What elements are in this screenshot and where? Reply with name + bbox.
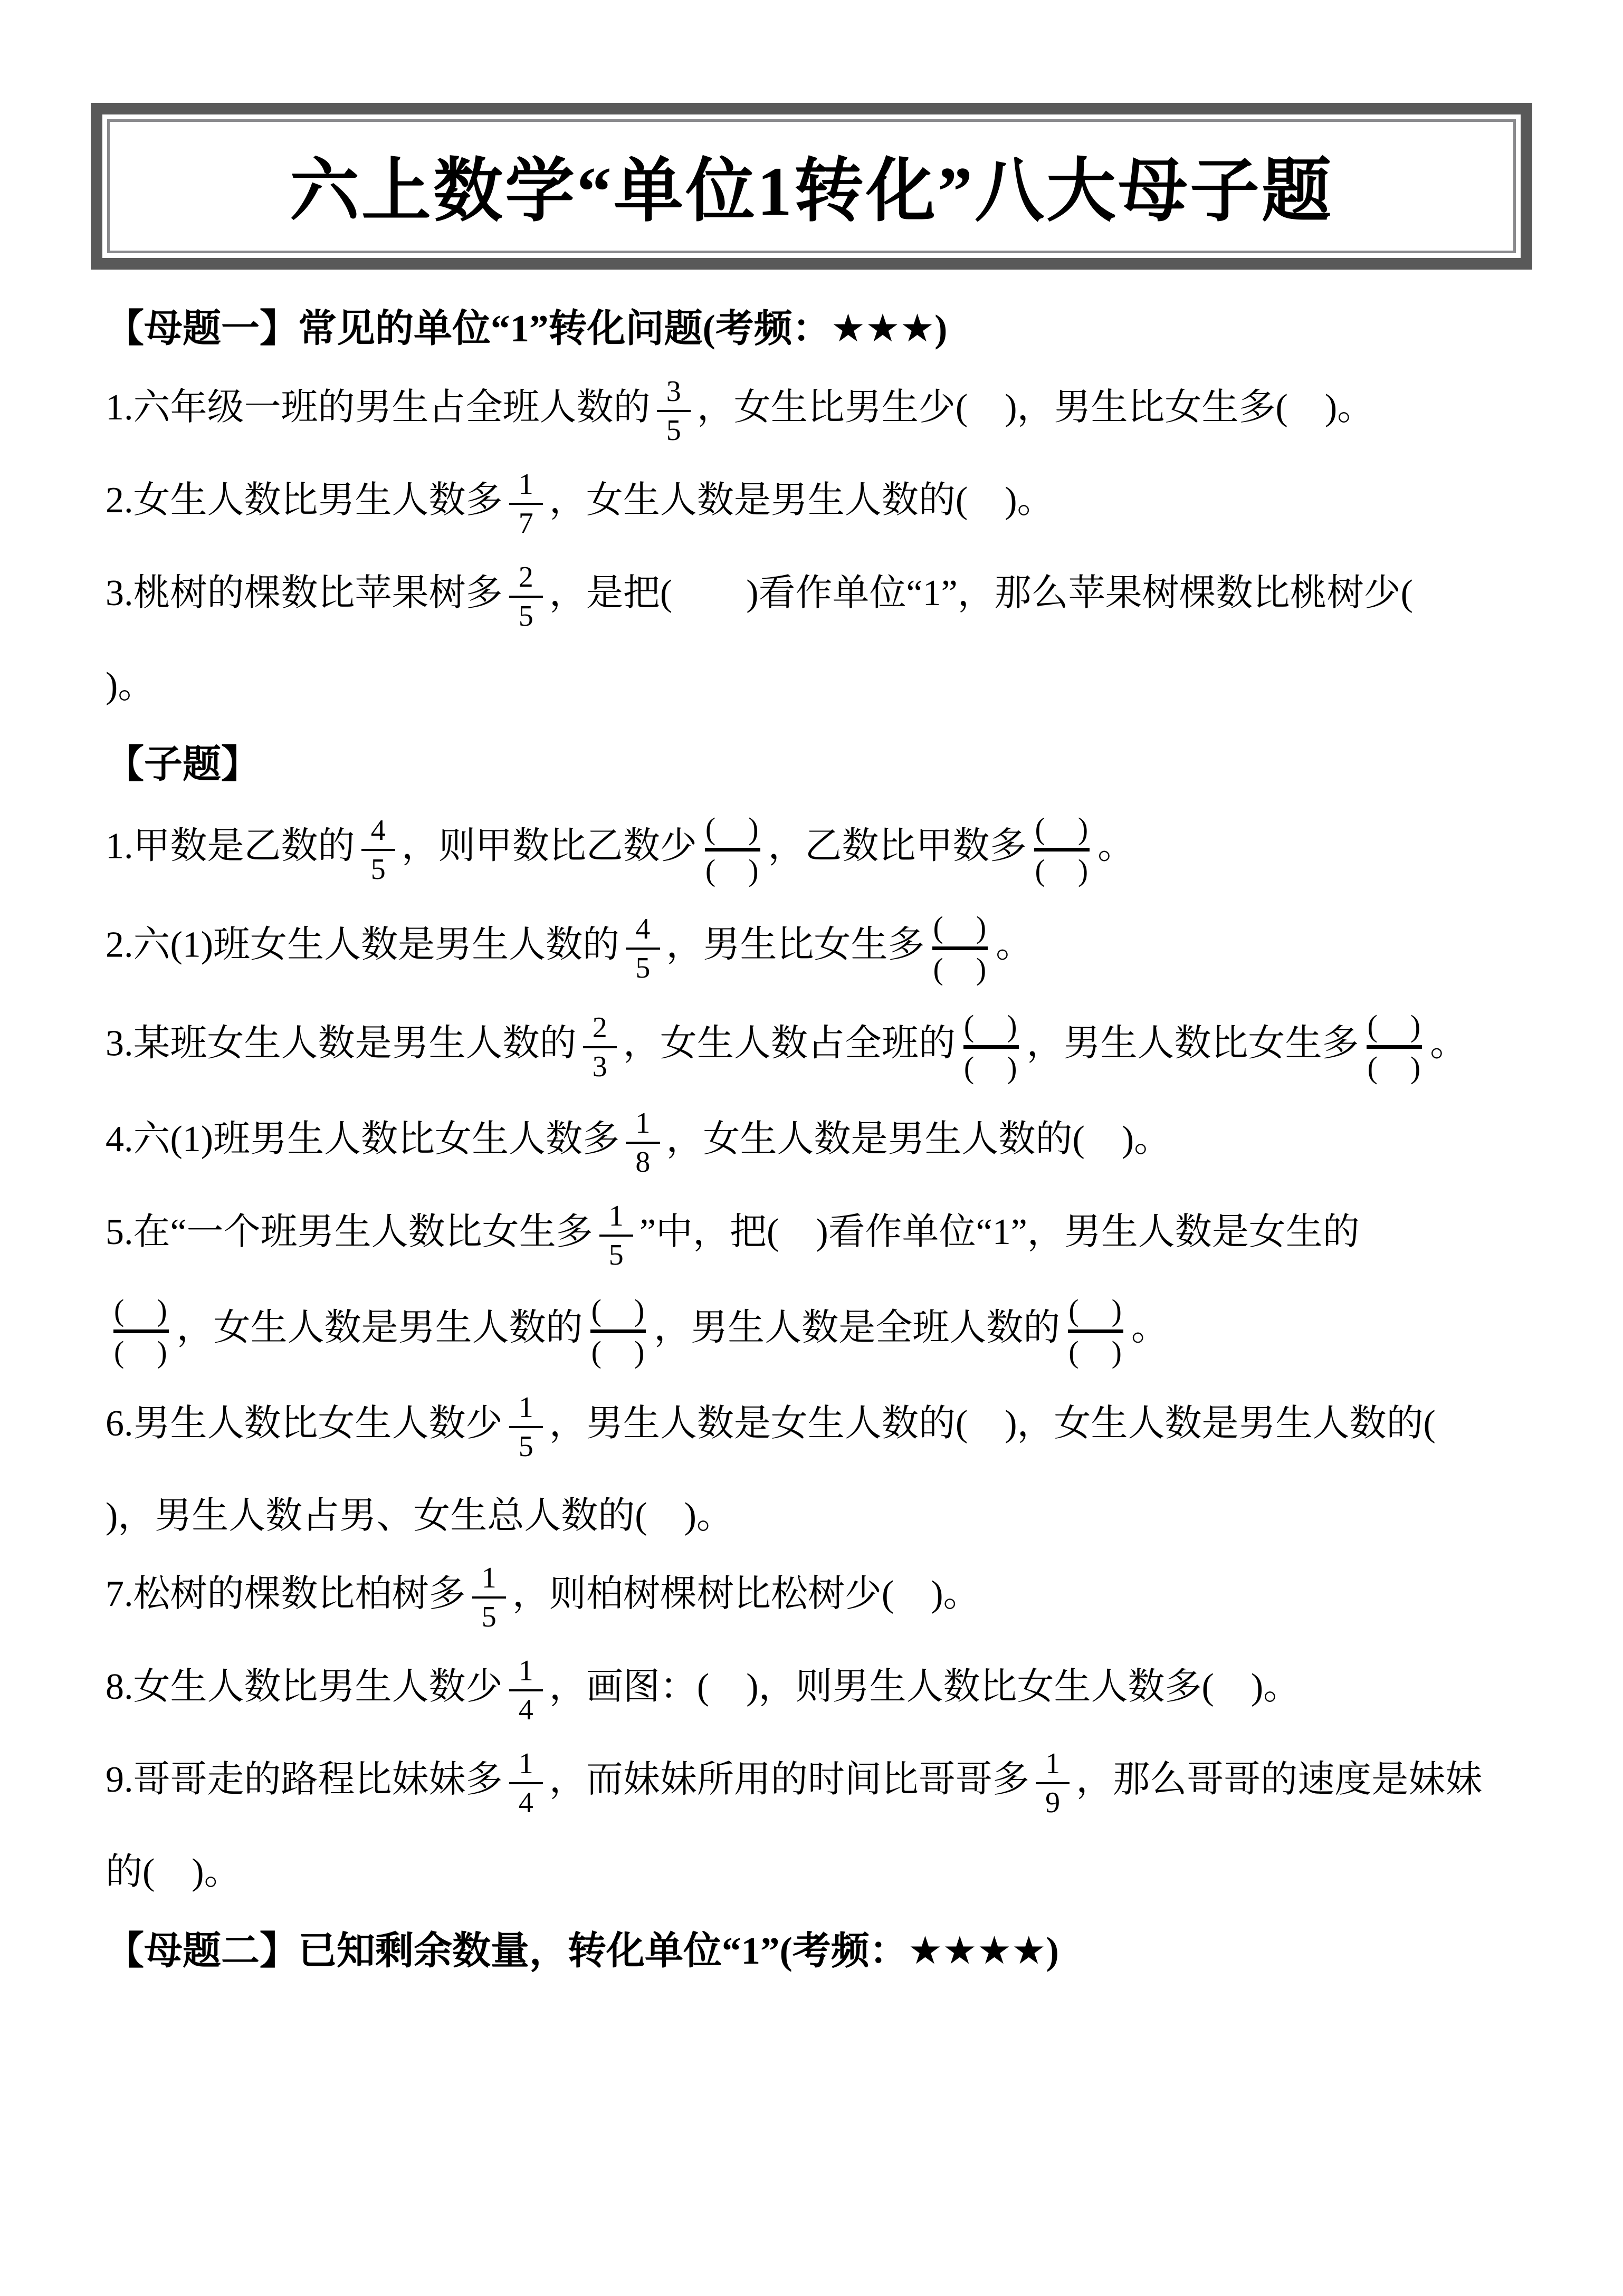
- blank-fraction-denominator: ( ): [963, 1050, 1018, 1085]
- question-line: [106, 1010, 1544, 1084]
- question-text: 的( )。: [106, 1852, 241, 1892]
- fraction-bar: [509, 596, 543, 598]
- question-line: [106, 1486, 1544, 1539]
- fraction-denominator: 4: [518, 1786, 533, 1819]
- fraction: [583, 1013, 617, 1082]
- question-text: ，而妹妹所用的时间比哥哥多: [549, 1759, 1029, 1801]
- fraction-denominator: 7: [518, 507, 533, 540]
- fraction-bar: [1367, 1045, 1422, 1049]
- fraction-denominator: 5: [518, 1430, 533, 1463]
- question-text: 。: [1097, 826, 1135, 867]
- blank-fraction: [931, 911, 990, 986]
- fraction-bar: [705, 848, 760, 852]
- page-title: 六上数学“单位1转化”八大母子题: [290, 152, 1333, 230]
- fraction: [509, 562, 543, 631]
- question-line: [106, 1842, 1544, 1895]
- question-text: ，女生比男生少( )，男生比女生多( )。: [696, 387, 1374, 428]
- fraction-bar: [657, 410, 691, 412]
- fraction-bar: [590, 1329, 646, 1333]
- blank-fraction-denominator: ( ): [1068, 1335, 1123, 1369]
- blank-fraction-numerator: ( ): [1367, 1009, 1422, 1043]
- blank-fraction-numerator: ( ): [1035, 811, 1090, 846]
- fraction-numerator: 3: [666, 375, 681, 408]
- question-text: ，男生人数是女生人数的( )，女生人数是男生人数的(: [549, 1403, 1436, 1444]
- question-line: [106, 1108, 1544, 1177]
- question-line: [106, 1294, 1544, 1369]
- fraction: [509, 470, 543, 538]
- blank-fraction-numerator: ( ): [1068, 1293, 1123, 1327]
- blank-fraction: [1033, 812, 1092, 887]
- blank-fraction: [112, 1294, 170, 1369]
- question-text: )。: [106, 665, 155, 706]
- fraction-numerator: 1: [518, 1747, 533, 1780]
- question-text: ，女生人数是男生人数的( )。: [666, 1119, 1171, 1160]
- fraction-bar: [1034, 848, 1090, 852]
- fraction-denominator: 5: [481, 1601, 497, 1633]
- fraction-numerator: 1: [1045, 1747, 1061, 1780]
- fraction-numerator: 1: [635, 1107, 651, 1140]
- blank-fraction-numerator: ( ): [591, 1293, 646, 1327]
- question-text: 2.六(1)班女生人数是男生人数的: [106, 924, 620, 965]
- question-line: [106, 812, 1544, 887]
- fraction-denominator: 4: [518, 1694, 533, 1726]
- section-header: 【母题一】常见的单位“1”转化问题(考频：★★★): [106, 307, 948, 350]
- question-line: [106, 562, 1544, 631]
- question-line: [106, 655, 1544, 709]
- fraction-bar: [963, 1045, 1019, 1049]
- question-text: ，男生比女生多: [666, 924, 925, 965]
- blank-fraction-numerator: ( ): [705, 811, 760, 846]
- fraction: [657, 377, 691, 445]
- question-text: 。: [1430, 1023, 1467, 1064]
- blank-fraction-denominator: ( ): [1035, 853, 1090, 887]
- fraction-bar: [509, 1782, 543, 1784]
- fraction-numerator: 1: [518, 468, 533, 501]
- question-text: ，乙数比甲数多: [768, 826, 1027, 867]
- question-text: ，则柏树棵树比松树少( )。: [512, 1574, 980, 1615]
- question-text: ，女生人数是男生人数的: [176, 1307, 583, 1348]
- question-text: 6.男生人数比女生人数少: [106, 1403, 503, 1444]
- question-text: 。: [996, 924, 1033, 965]
- question-line: [106, 1749, 1544, 1817]
- fraction: [626, 1108, 660, 1177]
- section-header: 【母题二】已知剩余数量，转化单位“1”(考频：★★★★): [106, 1929, 1059, 1972]
- question-text: ，女生人数是男生人数的( )。: [549, 480, 1054, 521]
- question-text: )，男生人数占男、女生总人数的( )。: [106, 1496, 733, 1536]
- fraction-bar: [932, 946, 988, 950]
- blank-fraction-denominator: ( ): [705, 853, 760, 887]
- fraction-numerator: 4: [370, 814, 386, 847]
- fraction-denominator: 5: [635, 951, 651, 984]
- blank-fraction: [1366, 1010, 1424, 1084]
- question-text: ”中，把( )看作单位“1”，男生人数是女生的: [639, 1212, 1360, 1253]
- question-text: ，女生人数占全班的: [623, 1023, 956, 1064]
- blank-fraction: [962, 1010, 1020, 1084]
- fraction-bar: [626, 948, 660, 950]
- fraction-denominator: 8: [635, 1146, 651, 1179]
- question-line: [106, 1201, 1544, 1270]
- question-text: 7.松树的棵数比柏树多: [106, 1574, 466, 1615]
- fraction-bar: [509, 1689, 543, 1691]
- fraction: [626, 914, 660, 983]
- blank-fraction: [1066, 1294, 1125, 1369]
- fraction-bar: [113, 1329, 169, 1333]
- question-text: ，则甲数比乙数少: [401, 826, 697, 867]
- fraction-bar: [509, 1426, 543, 1428]
- question-line: [106, 377, 1544, 445]
- fraction: [599, 1201, 633, 1270]
- question-text: ，男生人数是全班人数的: [654, 1307, 1061, 1348]
- question-text: ，画图：( )，则男生人数比女生人数多( )。: [549, 1667, 1301, 1708]
- blank-fraction: [703, 812, 762, 887]
- blank-fraction-denominator: ( ): [933, 952, 988, 986]
- fraction-bar: [1068, 1329, 1123, 1333]
- question-text: ，男生人数比女生多: [1026, 1023, 1359, 1064]
- question-text: ，那么哥哥的速度是妹妹: [1076, 1759, 1483, 1801]
- question-text: 3.桃树的棵数比苹果树多: [106, 573, 503, 614]
- question-text: 3.某班女生人数是男生人数的: [106, 1023, 577, 1064]
- fraction-numerator: 4: [635, 912, 651, 945]
- fraction-bar: [626, 1142, 660, 1144]
- question-line: [106, 1563, 1544, 1632]
- fraction: [472, 1563, 506, 1632]
- question-text: 1.六年级一班的男生占全班人数的: [106, 387, 651, 428]
- blank-fraction-denominator: ( ): [1367, 1050, 1422, 1085]
- question-line: [106, 470, 1544, 538]
- fraction: [361, 816, 395, 884]
- question-line: [106, 1393, 1544, 1461]
- fraction-denominator: 5: [666, 414, 681, 447]
- fraction-bar: [583, 1046, 617, 1048]
- fraction: [509, 1393, 543, 1461]
- fraction: [1036, 1749, 1070, 1817]
- question-text: 9.哥哥走的路程比妹妹多: [106, 1759, 503, 1801]
- question-line: [106, 1656, 1544, 1725]
- blank-fraction-denominator: ( ): [591, 1335, 646, 1369]
- question-text: 1.甲数是乙数的: [106, 826, 355, 867]
- section-header: 【子题】: [106, 743, 260, 786]
- fraction-bar: [361, 849, 395, 851]
- fraction-denominator: 3: [592, 1050, 607, 1083]
- fraction-numerator: 2: [518, 561, 533, 594]
- fraction-numerator: 1: [608, 1200, 624, 1232]
- question-line: [106, 911, 1544, 986]
- fraction-numerator: 1: [518, 1391, 533, 1424]
- worksheet-content: [0, 270, 1623, 1975]
- blank-fraction-denominator: ( ): [114, 1335, 168, 1369]
- title-box: [91, 103, 1532, 270]
- fraction-bar: [472, 1596, 506, 1599]
- question-text: 8.女生人数比男生人数少: [106, 1667, 503, 1708]
- fraction-bar: [1036, 1782, 1070, 1784]
- fraction-numerator: 2: [592, 1011, 607, 1044]
- fraction: [509, 1749, 543, 1817]
- question-text: 5.在“一个班男生人数比女生多: [106, 1212, 593, 1253]
- blank-fraction-numerator: ( ): [933, 910, 988, 944]
- question-text: ，是把( )看作单位“1”，那么苹果树棵数比桃树少(: [549, 573, 1413, 614]
- fraction-bar: [599, 1235, 633, 1237]
- fraction-denominator: 5: [518, 600, 533, 633]
- fraction-numerator: 1: [481, 1562, 497, 1594]
- question-text: 4.六(1)班男生人数比女生人数多: [106, 1119, 620, 1160]
- blank-fraction-numerator: ( ): [963, 1009, 1018, 1043]
- fraction-denominator: 9: [1045, 1786, 1061, 1819]
- blank-fraction-numerator: ( ): [114, 1293, 168, 1327]
- fraction-denominator: 5: [608, 1239, 624, 1271]
- fraction: [509, 1656, 543, 1725]
- title-inner-frame: [107, 119, 1516, 253]
- question-text: 2.女生人数比男生人数多: [106, 480, 503, 521]
- question-text: 。: [1131, 1307, 1168, 1348]
- fraction-denominator: 5: [370, 853, 386, 886]
- blank-fraction: [589, 1294, 648, 1369]
- fraction-numerator: 1: [518, 1654, 533, 1687]
- fraction-bar: [509, 503, 543, 505]
